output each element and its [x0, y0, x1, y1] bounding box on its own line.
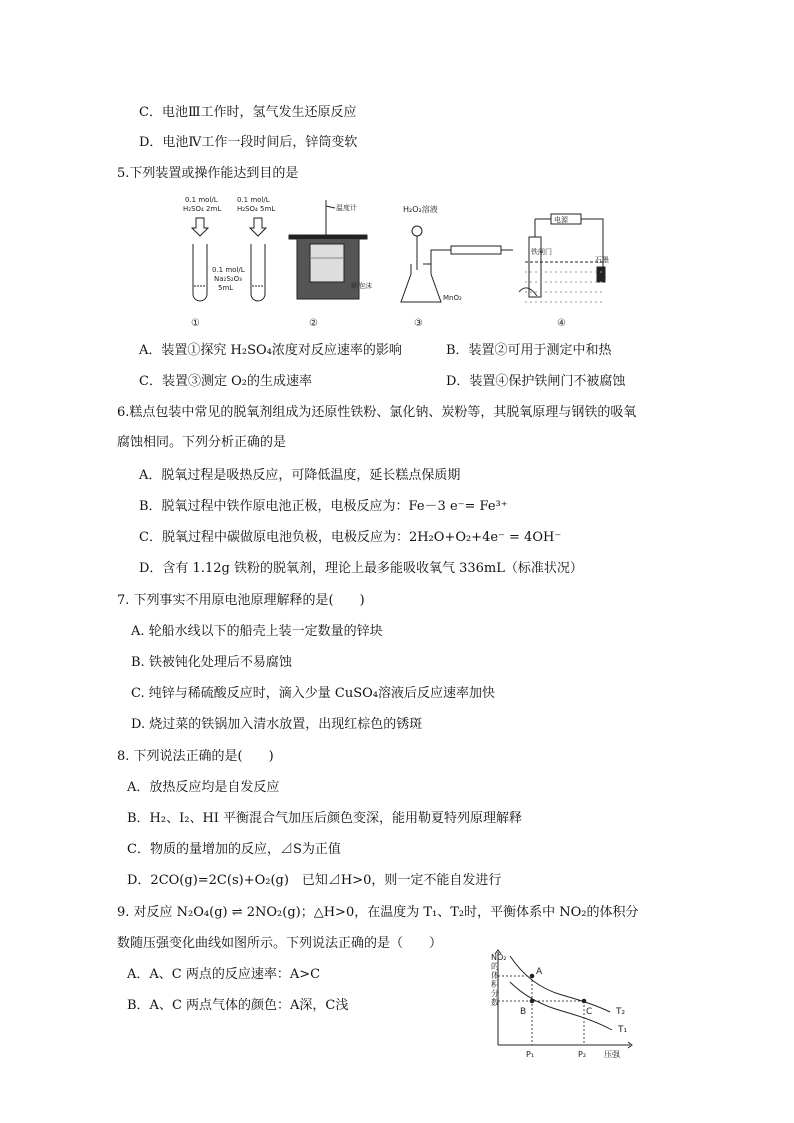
q7-option-b: B. 铁被钝化处理后不易腐蚀: [131, 655, 292, 670]
y-label-1: NO₂: [491, 953, 507, 962]
curve-t1-label: T₁: [618, 1025, 628, 1035]
q8-option-d: D．2CO(g)=2C(s)+O₂(g) 已知⊿H>0，则一定不能自发进行: [127, 873, 502, 888]
x-axis-label: 压强: [604, 1050, 620, 1059]
apparatus-1-thio-conc: 0.1 mol/L: [212, 266, 245, 274]
point-a-label: A: [536, 967, 543, 977]
q6-option-a: A．脱氧过程是吸热反应，可降低温度，延长糕点保质期: [139, 468, 461, 483]
q8-option-b: B．H₂、I₂、HI 平衡混合气加压后颜色变深，能用勒夏特列原理解释: [127, 811, 523, 826]
q6-option-b: B．脱氧过程中铁作原电池正极，电极反应为：Fe－3 e⁻= Fe³⁺: [139, 499, 508, 514]
q6-option-d: D．含有 1.12g 铁粉的脱氧剂，理论上最多能吸收氧气 336mL（标准状况）: [139, 561, 583, 576]
q4-option-d: D．电池Ⅳ工作一段时间后，锌筒变软: [139, 135, 358, 150]
apparatus-4-graphite-label: 石墨: [595, 256, 609, 264]
q9-stem-line2: 数随压强变化曲线如图所示。下列说法正确的是（ ）: [117, 936, 443, 951]
q8-stem: 8. 下列说法正确的是( ): [117, 749, 274, 764]
apparatus-1-thio-name: Na₂S₂O₃: [214, 275, 242, 283]
q9-option-b: B．A、C 两点气体的颜色：A深，C浅: [127, 998, 349, 1013]
q7-option-c: C. 纯锌与稀硫酸反应时，滴入少量 CuSO₄溶液后反应速率加快: [131, 686, 495, 701]
q7-option-d: D. 烧过菜的铁锅加入清水放置，出现红棕色的锈斑: [131, 717, 423, 732]
q5-apparatus-figure: [183, 192, 609, 332]
q7-stem: 7. 下列事实不用原电池原理解释的是( ): [117, 593, 365, 608]
q9-graph: [480, 950, 640, 1060]
apparatus-2-thermometer-label: 温度计: [336, 204, 357, 212]
apparatus-1-acid1-vol: H₂SO₄ 2mL: [183, 205, 222, 213]
q9-stem-line1: 9. 对反应 N₂O₄(g) ⇌ 2NO₂(g)；△H>0，在温度为 T₁、T₂时，平衡体系中 NO₂的体积分: [117, 905, 639, 920]
apparatus-3-mno2-label: MnO₂: [443, 294, 462, 302]
q6-stem-line2: 腐蚀相同。下列分析正确的是: [117, 435, 287, 450]
y-label-6: 数: [491, 998, 499, 1007]
apparatus-2-foam-label: 碎泡沫: [351, 282, 372, 290]
y-label-4: 积: [491, 980, 499, 989]
q5-option-d: D．装置④保护铁闸门不被腐蚀: [446, 374, 626, 389]
q7-option-a: A. 轮船水线以下的船壳上装一定数量的锌块: [131, 624, 383, 639]
q5-stem: 5.下列装置或操作能达到目的是: [117, 166, 299, 181]
apparatus-4-power-label: 电源: [554, 216, 568, 224]
point-b-label: B: [520, 1007, 527, 1017]
q4-option-c: C．电池Ⅲ工作时，氢气发生还原反应: [139, 105, 357, 120]
q5-option-c: C．装置③测定 O₂的生成速率: [139, 374, 312, 389]
apparatus-3: [401, 204, 513, 329]
apparatus-3-label: ③: [414, 318, 423, 329]
apparatus-1-label: ①: [191, 318, 200, 329]
apparatus-1-acid1-conc: 0.1 mol/L: [185, 196, 218, 204]
point-c-label: C: [586, 1007, 593, 1017]
apparatus-2: [289, 200, 372, 329]
apparatus-4-gate-label: 铁闸门: [531, 248, 552, 256]
q9-option-a: A．A、C 两点的反应速率：A>C: [127, 967, 321, 982]
apparatus-1: [183, 196, 275, 329]
apparatus-1-acid2-vol: H₂SO₄ 5mL: [237, 205, 276, 213]
apparatus-4: [519, 214, 609, 329]
q8-option-a: A．放热反应均是自发反应: [127, 780, 280, 795]
apparatus-2-label: ②: [309, 318, 318, 329]
q6-stem-line1: 6.糕点包装中常见的脱氧剂组成为还原性铁粉、氯化钠、炭粉等，其脱氧原理与钢铁的吸氧: [117, 405, 637, 420]
apparatus-1-thio-vol: 5mL: [218, 284, 234, 292]
arrow-down-icon: [192, 218, 208, 236]
p2-tick-label: P₂: [578, 1050, 587, 1059]
q5-option-a: A．装置①探究 H₂SO₄浓度对反应速率的影响: [139, 343, 402, 358]
q8-option-c: C．物质的量增加的反应，⊿S为正值: [127, 842, 341, 857]
apparatus-1-acid2-conc: 0.1 mol/L: [237, 196, 270, 204]
curve-t2-label: T₂: [616, 1007, 626, 1017]
p1-tick-label: P₁: [526, 1050, 535, 1059]
q5-option-b: B．装置②可用于测定中和热: [446, 343, 612, 358]
y-label-2: 的: [491, 962, 499, 971]
apparatus-3-h2o2-label: H₂O₂溶液: [403, 205, 438, 214]
y-label-5: 分: [491, 989, 499, 998]
arrow-down-icon: [250, 218, 266, 236]
y-label-3: 体: [491, 971, 499, 980]
curve-t2: [510, 956, 610, 1012]
q6-option-c: C．脱氧过程中碳做原电池负极，电极反应为：2H₂O+O₂+4e⁻ = 4OH⁻: [139, 530, 562, 545]
apparatus-4-label: ④: [557, 318, 566, 329]
